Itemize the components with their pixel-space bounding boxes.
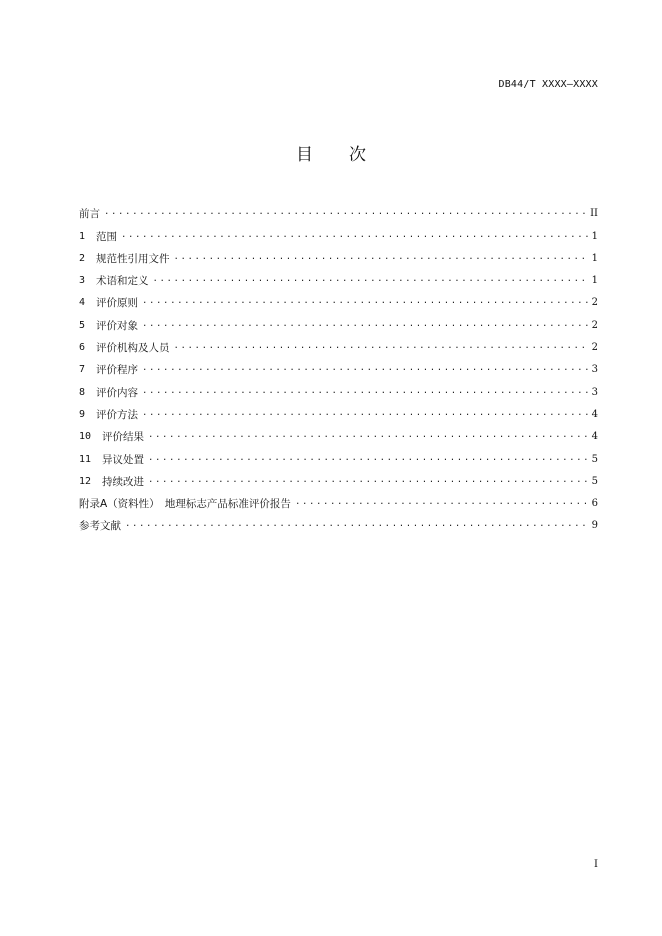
toc-entry-number: 3	[79, 275, 86, 287]
toc-entry-label: 术语和定义	[96, 275, 149, 288]
toc-entry-page: 4	[591, 431, 598, 443]
toc-entry-foreword[interactable]	[79, 200, 598, 222]
toc-entry-page: 5	[591, 475, 598, 487]
toc-entry-page: 2	[591, 319, 598, 331]
toc-leader-dots	[153, 271, 589, 287]
toc-entry-page: 9	[591, 520, 598, 532]
toc-entry-number: 4	[79, 297, 86, 309]
toc-entry-label: 附录A（资料性） 地理标志产品标准评价报告	[79, 498, 291, 511]
toc-entry-8[interactable]	[79, 378, 598, 400]
toc-entry-6[interactable]	[79, 334, 598, 356]
page-number: I	[594, 859, 598, 870]
toc-leader-dots	[148, 450, 589, 466]
toc-entry-9[interactable]	[79, 401, 598, 423]
toc-entry-page: 1	[591, 275, 598, 287]
toc-leader-dots	[121, 227, 589, 243]
toc-entry-label: 评价结果	[102, 431, 144, 444]
toc-leader-dots	[174, 338, 589, 354]
toc-leader-dots	[148, 427, 589, 443]
toc-entry-page: 2	[591, 342, 598, 354]
toc-entry-2[interactable]	[79, 245, 598, 267]
toc-entry-label: 异议处置	[102, 453, 144, 466]
toc-entry-number: 8	[79, 386, 86, 398]
page-title	[0, 140, 662, 165]
toc-entry-label: 参考文献	[79, 520, 121, 533]
toc-entry-number: 6	[79, 342, 86, 354]
toc-entry-label: 评价程序	[96, 364, 138, 377]
toc-entry-number: 11	[79, 453, 92, 465]
toc-entry-page: 1	[591, 230, 598, 242]
toc-entry-page: 5	[591, 453, 598, 465]
document-code: DB44/T XXXX—XXXX	[498, 79, 598, 90]
toc-entry-10[interactable]	[79, 423, 598, 445]
toc-entry-page: 4	[591, 408, 598, 420]
toc-entry-label: 评价内容	[96, 386, 138, 399]
toc-entry-page: 6	[591, 498, 598, 510]
toc-entry-number: 2	[79, 252, 86, 264]
toc-entry-number: 10	[79, 431, 92, 443]
toc-entry-1[interactable]	[79, 222, 598, 244]
toc-entry-label: 评价原则	[96, 297, 138, 310]
toc-leader-dots	[142, 316, 589, 332]
toc-leader-dots	[104, 204, 587, 220]
toc-entry-7[interactable]	[79, 356, 598, 378]
toc-leader-dots	[295, 494, 589, 510]
toc-entry-label: 持续改进	[102, 475, 144, 488]
toc-entry-number: 5	[79, 319, 86, 331]
toc-leader-dots	[142, 383, 589, 399]
toc-entry-number: 7	[79, 364, 86, 376]
toc-entry-label: 范围	[96, 230, 117, 243]
toc-entry-page: II	[590, 208, 598, 220]
table-of-contents	[79, 200, 598, 534]
toc-entry-label: 前言	[79, 208, 100, 221]
toc-leader-dots	[142, 405, 589, 421]
toc-entry-3[interactable]	[79, 267, 598, 289]
toc-entry-number: 12	[79, 475, 92, 487]
toc-leader-dots	[142, 293, 589, 309]
toc-entry-page: 3	[591, 386, 598, 398]
toc-entry-label: 评价方法	[96, 408, 138, 421]
toc-entry-5[interactable]	[79, 311, 598, 333]
toc-entry-appendix-a[interactable]	[79, 490, 598, 512]
toc-entry-page: 2	[591, 297, 598, 309]
toc-entry-page: 3	[591, 364, 598, 376]
toc-entry-12[interactable]	[79, 468, 598, 490]
toc-entry-label: 评价对象	[96, 319, 138, 332]
title-char-1: 目	[296, 145, 313, 165]
toc-entry-references[interactable]	[79, 512, 598, 534]
toc-entry-11[interactable]	[79, 445, 598, 467]
toc-leader-dots	[174, 249, 589, 265]
toc-leader-dots	[142, 360, 589, 376]
toc-entry-label: 规范性引用文件	[96, 252, 170, 265]
title-char-2: 次	[349, 145, 366, 165]
toc-entry-page: 1	[591, 252, 598, 264]
toc-entry-number: 9	[79, 408, 86, 420]
toc-entry-4[interactable]	[79, 289, 598, 311]
toc-leader-dots	[125, 516, 589, 532]
toc-entry-number: 1	[79, 230, 86, 242]
toc-leader-dots	[148, 472, 589, 488]
toc-entry-label: 评价机构及人员	[96, 342, 170, 355]
